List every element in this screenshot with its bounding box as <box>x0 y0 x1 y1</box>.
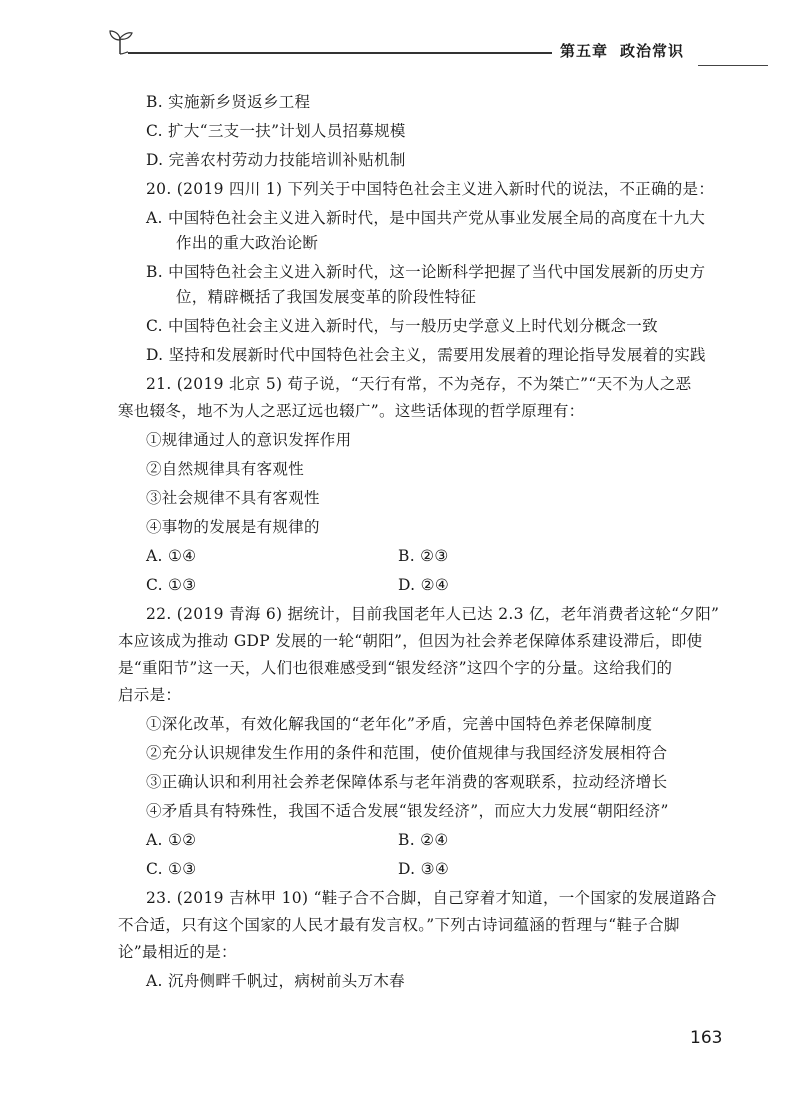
q19-option-b: B. 实施新乡贤返乡工程 <box>146 93 311 111</box>
q22-option-c: C. ①③ <box>146 860 197 878</box>
q22-item-4: ④矛盾具有特殊性，我国不适合发展“银发经济”，而应大力发展“朝阳经济” <box>146 802 669 820</box>
q21-item-2: ②自然规律具有客观性 <box>146 460 305 478</box>
q21-item-3: ③社会规律不具有客观性 <box>146 489 320 507</box>
q20-option-a-cont: 作出的重大政治论断 <box>176 234 319 252</box>
chapter-title: 政治常识 <box>620 42 685 60</box>
q20-stem: 20. (2019 四川 1) 下列关于中国特色社会主义进入新时代的说法，不正确的是： <box>146 180 715 198</box>
q21-item-1: ①规律通过人的意识发挥作用 <box>146 431 352 449</box>
q22-stem: 22. (2019 青海 6) 据统计，目前我国老年人已达 2.3 亿，老年消费者这轮“夕阳” <box>146 605 720 623</box>
q23-stem: 23. (2019 吉林甲 10) “鞋子合不合脚，自己穿着才知道，一个国家的发展道路合 <box>146 889 717 907</box>
q22-option-b: B. ②④ <box>398 831 449 849</box>
q22-item-3: ③正确认识和利用社会养老保障体系与老年消费的客观联系，拉动经济增长 <box>146 773 668 791</box>
q21-stem: 21. (2019 北京 5) 荀子说，“天行有常，不为尧存，不为桀亡”“天不为人之恶 <box>146 375 692 393</box>
q20-option-b-cont: 位，精辟概括了我国发展变革的阶段性特征 <box>176 288 477 306</box>
header-rule-right <box>698 65 768 66</box>
q22-stem-cont-2: 是“重阳节”这一天，人们也很难感受到“银发经济”这四个字的分量。这给我们的 <box>118 659 673 677</box>
q20-option-a: A. 中国特色社会主义进入新时代，是中国共产党从事业发展全局的高度在十九大 <box>146 209 706 227</box>
q23-option-a: A. 沉舟侧畔千帆过，病树前头万木春 <box>146 972 405 990</box>
q21-option-a: A. ①④ <box>146 547 197 565</box>
q20-option-d: D. 坚持和发展新时代中国特色社会主义，需要用发展着的理论指导发展着的实践 <box>146 346 706 364</box>
chapter-heading <box>560 40 694 61</box>
q21-item-4: ④事物的发展是有规律的 <box>146 518 320 536</box>
q22-option-a: A. ①② <box>146 831 197 849</box>
chapter-number: 第五章 <box>560 42 609 60</box>
q22-item-1: ①深化改革，有效化解我国的“老年化”矛盾，完善中国特色养老保障制度 <box>146 715 653 733</box>
q22-option-d: D. ③④ <box>398 860 450 878</box>
page-number: 163 <box>690 1028 723 1048</box>
q23-stem-cont-1: 不合适，只有这个国家的人民才最有发言权。”下列古诗词蕴涵的哲理与“鞋子合脚 <box>118 916 680 934</box>
q20-option-b: B. 中国特色社会主义进入新时代，这一论断科学把握了当代中国发展新的历史方 <box>146 263 706 281</box>
page-header <box>0 0 800 70</box>
q21-stem-cont: 寒也辍冬，地不为人之恶辽远也辍广”。这些话体现的哲学原理有： <box>118 402 585 420</box>
q21-option-b: B. ②③ <box>398 547 449 565</box>
q22-stem-cont-3: 启示是： <box>118 686 182 704</box>
q22-item-2: ②充分认识规律发生作用的条件和范围，使价值规律与我国经济发展相符合 <box>146 744 668 762</box>
header-rule-left <box>128 52 552 54</box>
q21-option-d: D. ②④ <box>398 576 450 594</box>
q19-option-c: C. 扩大“三支一扶”计划人员招募规模 <box>146 122 406 140</box>
q20-option-c: C. 中国特色社会主义进入新时代，与一般历史学意义上时代划分概念一致 <box>146 317 658 335</box>
q23-stem-cont-2: 论”最相近的是： <box>118 943 237 961</box>
q21-option-c: C. ①③ <box>146 576 197 594</box>
q22-stem-cont-1: 本应该成为推动 GDP 发展的一轮“朝阳”，但因为社会养老保障体系建设滞后，即使 <box>118 632 703 650</box>
q19-option-d: D. 完善农村劳动力技能培训补贴机制 <box>146 151 406 169</box>
